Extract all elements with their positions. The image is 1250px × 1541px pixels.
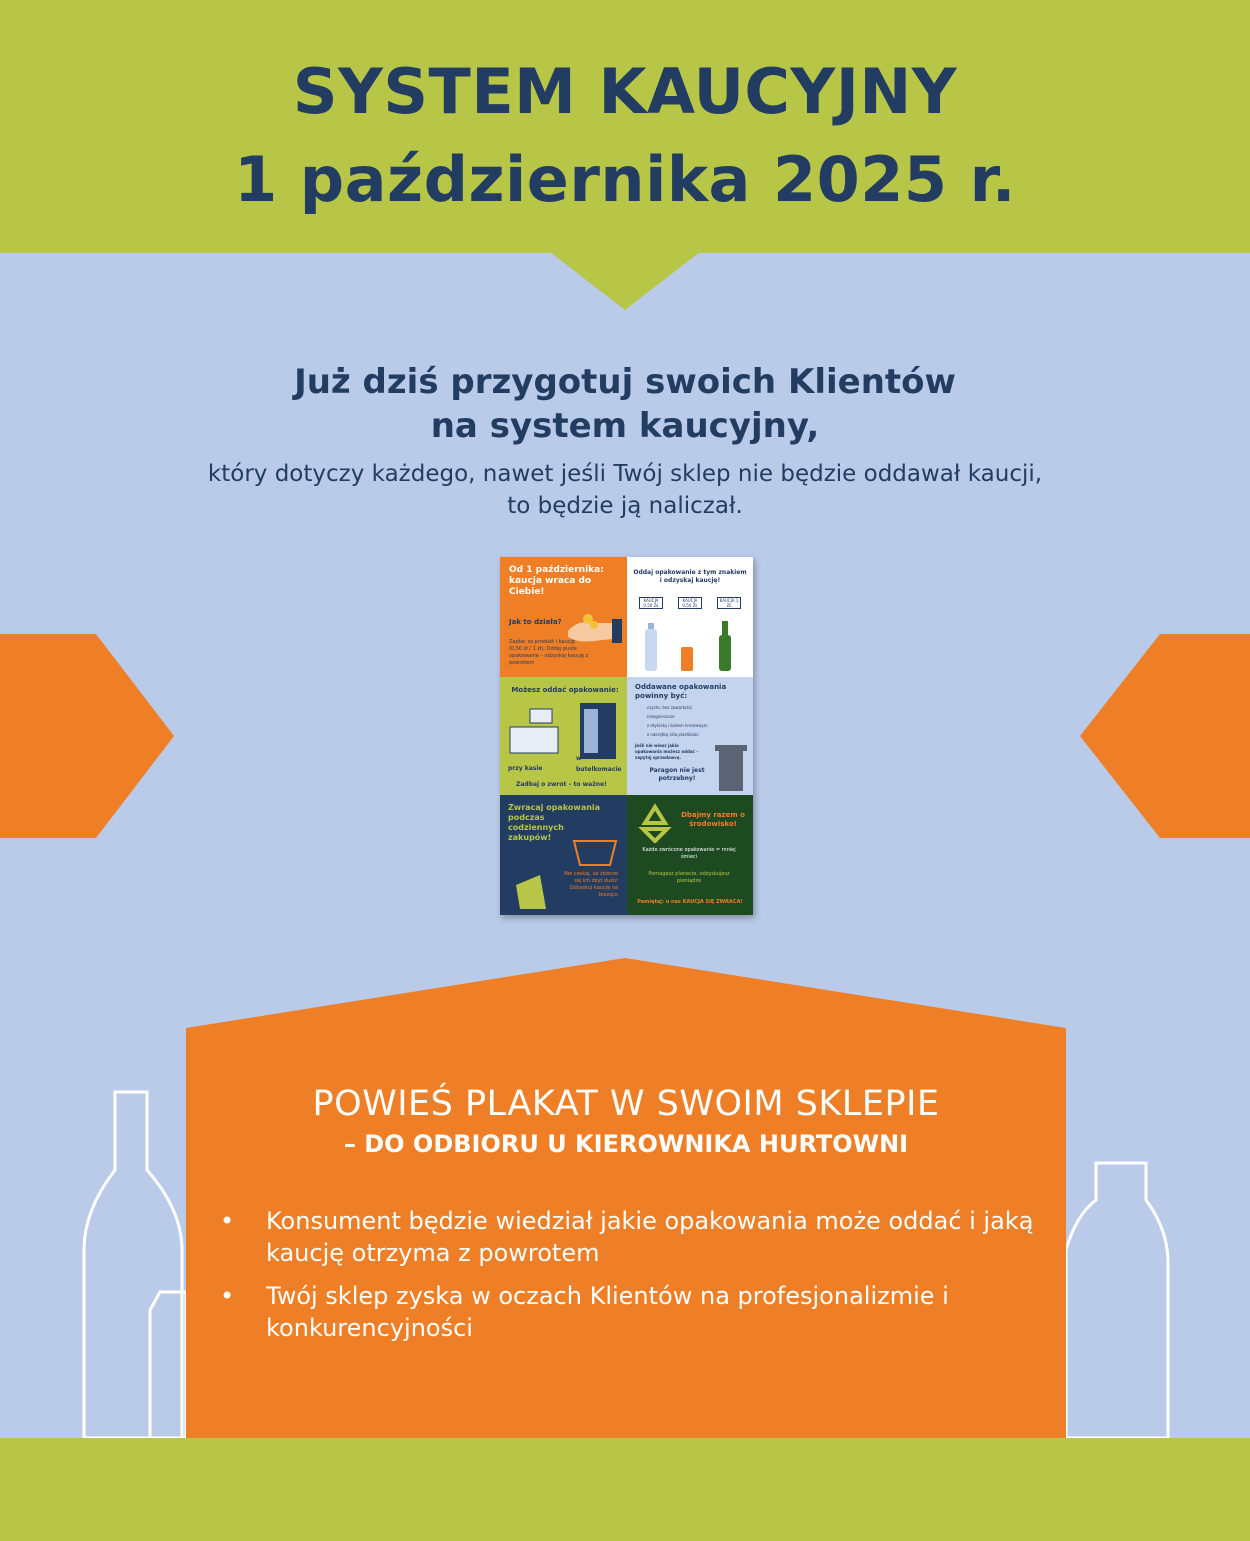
bottom-bar	[0, 1438, 1250, 1541]
poster-cell3-left: przy kasie	[508, 765, 543, 772]
deposit-badge-1: KAUCJA 0,50 ZŁ	[639, 597, 663, 609]
intro-line-3: który dotyczy każdego, nawet jeśli Twój sklep nie będzie oddawał kaucji,	[207, 461, 1043, 487]
poster-cell6-title: Dbajmy razem o środowisko!	[681, 811, 745, 828]
cta-bullet-text: Twój sklep zyska w oczach Klientów na profesjonalizmie i konkurencyjności	[266, 1282, 949, 1342]
poster-cell1-text: Zapłać za produkt i kaucję (0,50 zł / 1 zł). Oddaj puste opakowanie – odzyskaj kaucję z powrotem	[509, 639, 589, 666]
cta-bullet-text: Konsument będzie wiedział jakie opakowania może oddać i jaką kaucję otrzyma z powrotem	[266, 1207, 1034, 1267]
title-line-1: SYSTEM KAUCYJNY	[292, 55, 958, 128]
intro-line-4: to będzie ją naliczał.	[507, 493, 743, 519]
bullet-dot: •	[220, 1207, 235, 1235]
intro-line-2-bold: system kaucyjny,	[489, 406, 820, 446]
cta-title: POWIEŚ PLAKAT W SWOIM SKLEPIE	[312, 1084, 940, 1124]
poster-cell3-note: Zadbaj o zwrot – to ważne!	[516, 781, 607, 788]
poster-cell4-receipt: Paragon nie jest potrzebny!	[649, 767, 705, 782]
poster-cell4-item-2: niezgniecione	[647, 714, 675, 719]
cta-bullet	[220, 1280, 1050, 1344]
poster-cell5-title: Zwracaj opakowania podczas codziennych zakupów!	[508, 803, 601, 842]
title-line-2: 1 października 2025 r.	[234, 143, 1016, 216]
deposit-badge-2: KAUCJA 0,50 ZŁ	[678, 597, 702, 609]
poster-cell4-item-1: czyste, bez zawartości	[647, 705, 693, 710]
poster-cell1-question: Jak to działa?	[509, 618, 562, 626]
cta-bullet	[220, 1205, 1050, 1269]
poster-cell3-title: Możesz oddać opakowanie:	[511, 686, 619, 694]
poster-cell6-footer: Pamiętaj: u nas KAUCJA SIĘ ZWRACA!	[637, 899, 743, 905]
poster-cell1-title: Od 1 października: kaucja wraca do Ciebie!	[509, 565, 604, 597]
poster-cell3-right: w butelkomacie	[576, 755, 622, 773]
deposit-badge-3: KAUCJA 1 ZŁ	[717, 597, 741, 609]
poster-cell5-note: Nie czekaj, aż zbierze się ich zbyt dużo! Odzyskuj kaucję na bieżąco	[564, 871, 618, 898]
poster-cell4-item-3: z etykietą i kodem kreskowym	[647, 723, 708, 728]
intro-line-2-prefix: na	[430, 406, 490, 446]
poster-cell4-note: Jeśli nie wiesz jakie opakowania możesz oddać – zapytaj sprzedawcę.	[635, 743, 699, 760]
poster-cell4-item-4: z nakrętką (dla plastików)	[647, 732, 699, 737]
cta-subtitle: – DO ODBIORU U KIEROWNIKA HURTOWNI	[343, 1130, 909, 1158]
poster-cell6-text2: Pomagasz planecie, odzyskujesz pieniądze	[648, 871, 730, 884]
cta-bullet-list	[220, 1205, 1050, 1355]
intro-line-1: Już dziś przygotuj swoich Klientów	[294, 362, 956, 402]
poster-cell6-text: Każde zwrócone opakowanie = mniej śmieci	[642, 847, 736, 860]
bullet-dot: •	[220, 1282, 235, 1310]
poster-cell4-title: Oddawane opakowania powinny być:	[635, 683, 727, 700]
poster-cell2-title: Oddaj opakowanie z tym znakiem i odzyskaj kaucję!	[633, 569, 747, 584]
